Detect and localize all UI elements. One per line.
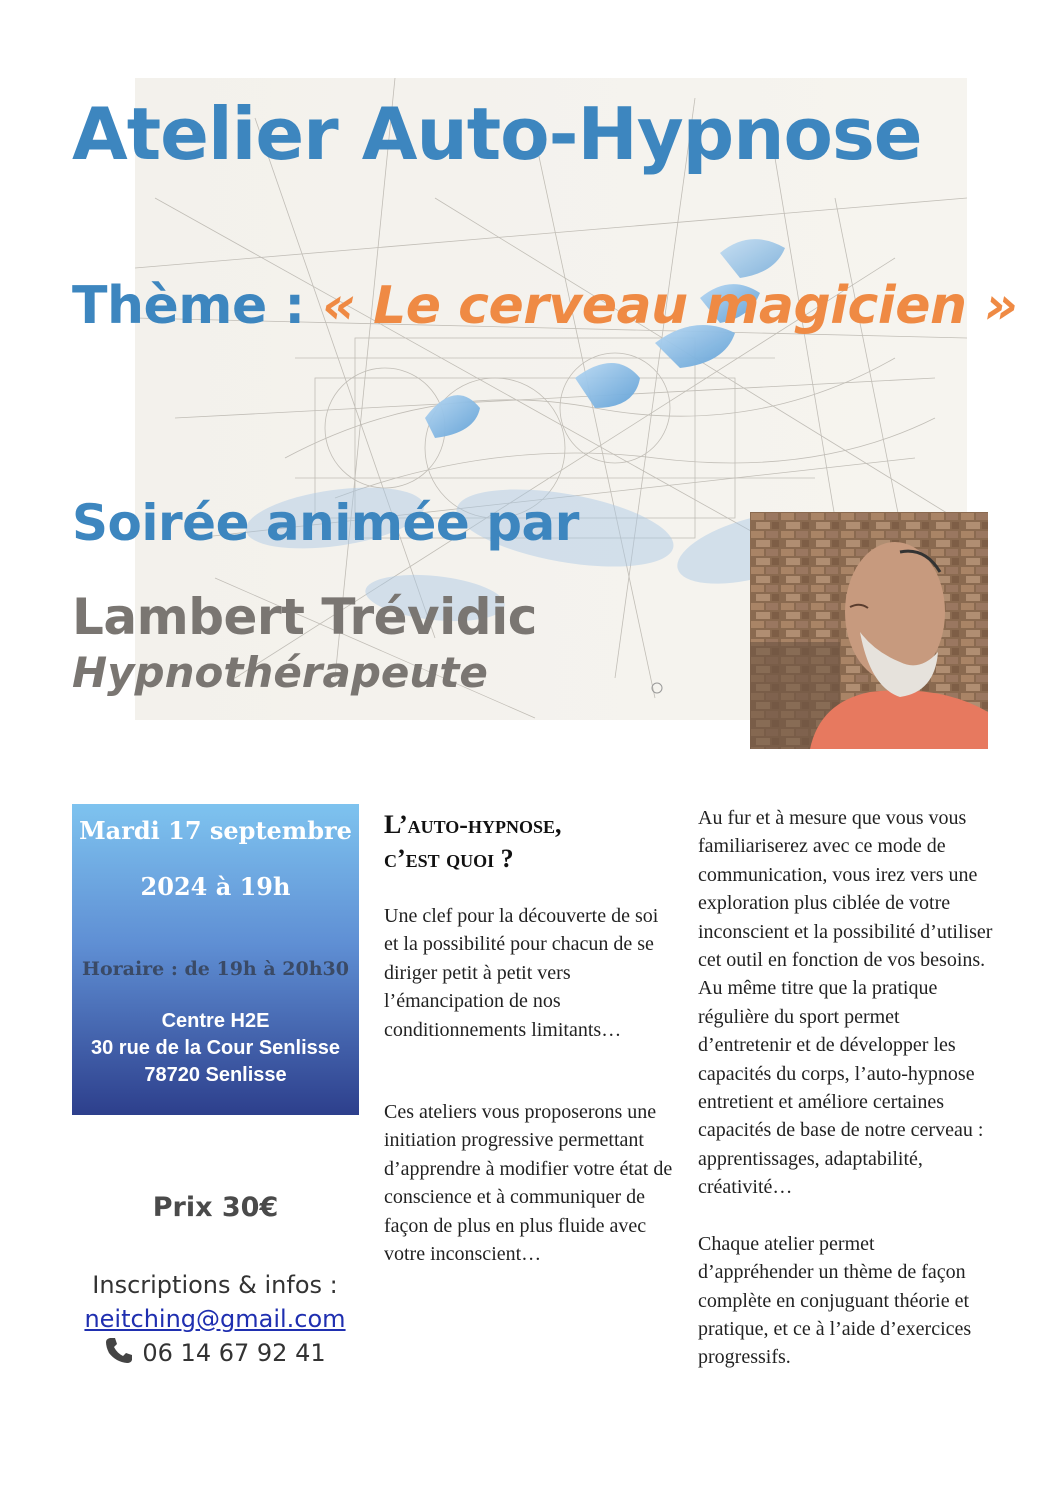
article-paragraph: Une clef pour la découverte de soi et la possibilité pour chacun de se diriger petit à petit vers l’émancipation de nos conditionnements limitants… xyxy=(384,905,659,1041)
article-paragraph: Ces ateliers vous proposerons une initiation progressive permettant d’apprendre à modifier votre état de conscience et à communiquer de façon de plus en plus fluide avec votre inconscient… xyxy=(384,1101,673,1266)
article-column-2 xyxy=(698,804,994,1372)
theme-value: « Le cerveau magicien » xyxy=(322,276,1018,336)
event-date-line1: Mardi 17 septembre xyxy=(79,816,352,845)
venue-street: 30 rue de la Cour Senlisse xyxy=(91,1037,340,1059)
page-title: Atelier Auto-Hypnose xyxy=(72,92,922,176)
host-role: Hypnothérapeute xyxy=(72,648,488,697)
host-name: Lambert Trévidic xyxy=(72,588,537,646)
article-paragraph: Au fur et à mesure que vous vous familiariserez avec ce mode de communication, vous irez vers une exploration plus ciblée de votre inconscient et la possibilité d’utiliser cet outil en fonction de vos besoins. xyxy=(698,807,993,972)
article-heading-line1: L’auto-hypnose, xyxy=(384,810,562,839)
event-date-line2: 2024 à 19h xyxy=(140,872,291,901)
event-info-box xyxy=(72,804,359,1115)
venue-name: Centre H2E xyxy=(161,1010,270,1032)
theme-label: Thème : xyxy=(72,276,305,336)
contact-label: Inscriptions & infos : xyxy=(92,1271,338,1299)
contact-phone: 06 14 67 92 41 xyxy=(142,1339,326,1367)
article-paragraph: Chaque atelier permet d’appréhender un thème de façon complète en conjuguant théorie et pratique, et ce à l’aide d’exercices progressifs. xyxy=(698,1232,972,1369)
venue-city: 78720 Senlisse xyxy=(144,1064,287,1086)
host-portrait-photo xyxy=(750,512,988,749)
contact-email-link[interactable]: neitching@gmail.com xyxy=(84,1305,346,1333)
phone-icon xyxy=(104,1336,134,1364)
contact-phone-line xyxy=(60,1336,370,1370)
price: Prix 30€ xyxy=(152,1192,279,1223)
host-intro: Soirée animée par xyxy=(72,494,579,552)
event-address xyxy=(72,1008,359,1089)
theme-line xyxy=(72,276,1017,336)
article-heading xyxy=(384,808,561,876)
article-column-1 xyxy=(384,902,676,1268)
article-paragraph: Au même titre que la pratique régulière du sport permet d’entretenir et de développer les capacités du corps, l’auto-hypnose entretient et améliore certaines capacités de base de notre cerveau : apprentissages, adaptabilité, créativité… xyxy=(698,977,984,1199)
contact-block xyxy=(60,1268,370,1370)
article-heading-line2: c’est quoi ? xyxy=(384,844,514,873)
event-hours: Horaire : de 19h à 20h30 xyxy=(82,958,349,980)
